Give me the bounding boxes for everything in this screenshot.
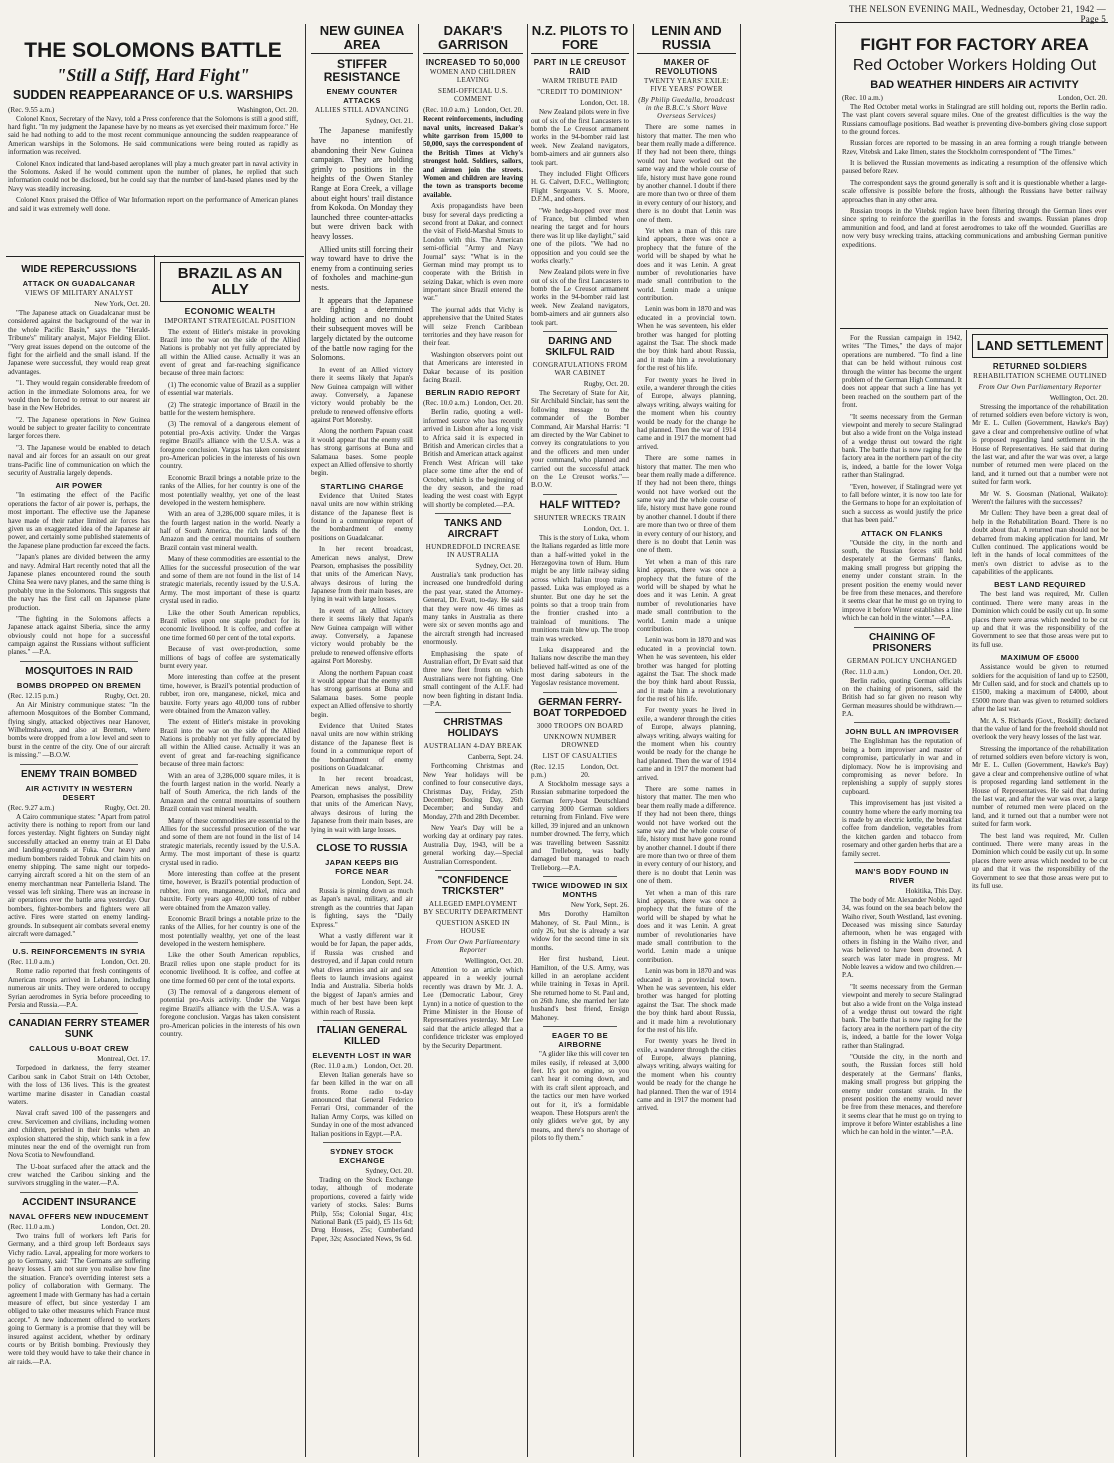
paragraph: In her recent broadcast, American news analyst, Drew Pearson, emphasises the possibility that units of the American Navy, always desirous of luring the Japanese from their main bases, are lying in wait with large losses.: [311, 775, 413, 834]
subhead: WARM TRIBUTE PAID: [542, 77, 618, 86]
paragraph: Yet when a man of this rare kind appears, there was once a prophecy that the future of the world will be shaped by what he does and it was Lenin. A great number of revolutionaries have made small contribution to the world. Lenin made a unique contribution.: [637, 888, 736, 964]
headline: TWICE WIDOWED IN SIX MONTHS: [532, 881, 628, 900]
subhead: SHUNTER WRECKS TRAIN: [533, 513, 627, 522]
paragraph: The Englishman has the reputation of being a born improviser and master of compromise, particularly in war and in diplomacy. Now he is improvising and compromising as never before. In replenishing a supply of supply stores cupboard.: [842, 737, 962, 796]
dakar-column: [423, 24, 523, 1457]
headline: BRAZIL AS AN ALLY: [160, 262, 300, 302]
paragraph: "Japan's planes are divided between the army and navy. Admiral Hart recently noted that all the Japanese planes encountered round the south China Sea were navy planes, and the same thing is probably true in the Solomons. This suggests that the navy has the first call on Japanese plane production.: [8, 553, 150, 612]
paragraph: In event of an Allied victory there it seems likely that Japan's New Guinea campaign will wither away. Conversely, a Japanese victory would probably be the prelude to renewed offensive efforts against Port Moresby.: [311, 365, 413, 425]
lenin-column: [637, 24, 736, 1457]
subhead: INCREASED TO 50,000: [425, 58, 521, 68]
dateline: Wellington, Oct. 20.: [464, 957, 523, 966]
dateline: London, Oct. 20.: [1058, 93, 1107, 102]
paragraph: Her first husband, Lieut. Hamilton, of the U.S. Army, was killed in an aeroplane accident while training in Texas in April. She returned home to St. Paul and, on 26th June, she married her late husband's best friend, Ensign Mahoney.: [531, 955, 629, 1022]
column-rule: [835, 24, 836, 1457]
paragraph: Washington observers point out that Americans are interested in Dakar because of its position facing Brazil.: [423, 350, 523, 384]
paragraph: A Cairo communique states: "Apart from patrol activity there is nothing to report from our land forces yesterday. Night fighters on Sunday night successfully attacked an enemy train at El Daba and landing-grounds at Fuka. Our heavy and medium bombers raided Tobruk and claim hits on enemy shipping. The same night our torpedo-carrying aircraft scored a hit on the stern of an enemy merchantman near Pantelleria Island. The vessel was left sinking. There was an increase in air operations over the battle area yesterday. Our bombers, fighter-bombers and fighters were all active. Fires were started on enemy landing-grounds. In subsequent air combats several enemy aircraft were damaged.": [8, 812, 150, 939]
dateline: Sydney, Oct. 20.: [475, 562, 523, 571]
paragraph: More interesting than coffee at the present time, however, is Brazil's potential production of rubber, iron ore, manganese, nickel, mica and bauxite. Forty years ago 40,000 tons of rubber were obtained from the Amazon valley.: [160, 673, 300, 715]
headline: ITALIAN GENERAL KILLED: [316, 1024, 408, 1047]
paragraph: Naval craft saved 100 of the passengers and crew. Servicemen and civilians, including women and children, perished in their bunks when an explosion shattered the ship, which sank in a few minutes near the end of the overnight run from Nova Scotia to Newfoundland.: [8, 1109, 150, 1160]
subhead: CONGRATULATIONS FROM WAR CABINET: [532, 361, 628, 378]
paragraph: Stressing the importance of the rehabilitation of returned soldiers even before victory is won, Mr E. L. Cullen (Government, Hawke's Bay) gave a clear and comprehensive outline of what is proposed regarding land settlement in the House of Representatives. He said that during the last war, and after the war was over, a large number of returned men were placed on the land, and it turned out that a number were not suited for farm work.: [972, 744, 1108, 829]
headline: WIDE REPERCUSSIONS: [21, 264, 137, 275]
headline: CHRISTMAS HOLIDAYS: [443, 717, 503, 740]
subhead: "CREDIT TO DOMINION": [537, 88, 623, 97]
paragraph: Australia's tank production has increased one hundredfold during the past year, stated the Attorney-General, Dr. Evatt, to-day. He said that they were now 46 times as many tanks in Australia as there were six or seven months ago and the aircraft strength had increased enormously.: [423, 571, 523, 647]
column-rule: [305, 24, 306, 1457]
dateline: Montreal, Oct. 17.: [97, 1055, 150, 1064]
paragraph: Attention to an article which appeared in a weekly journal recently was drawn by Mr. J. A. Lee (Democratic Labour, Grey Lynn) in a notice of question to the Prime Minister in the House of Representatives yesterday. Mr Lee said that the article alleged that a confidence trickster was employed by the Security Department.: [423, 966, 523, 1050]
paragraph: "It seems necessary from the German viewpoint and merely to secure Stalingrad but also a wide front on the Volga instead of a wedge thrust out toward the right bank. The battle that is now raging for the factory area in the northern part of the city is, indeed, a battle for the lower Volga rather than Stalingrad.: [842, 982, 962, 1050]
paragraph: For the Russian campaign in 1942, writes "The Times," the days of major operations are numbered. "To find a line that can be held without ruinous cost through the winter has become the urgent problem of the German High Command. It does not appear that such a line has yet been reached on the southern part of the front.: [842, 334, 962, 410]
paragraph: The Secretary of State for Air, Sir Archibald Sinclair, has sent the following message to the commander of the Bomber Command, Air Marshal Harris: "I am directed by the War Cabinet to convey its congratulations to you and the officers and men under your command, who planned and carried out the successful attack on the Le Creusot works."—B.O.W.: [531, 389, 629, 490]
paragraph: "2. The Japanese operations in New Guinea would be subject to greater facility to concentrate larger forces there.: [8, 415, 150, 441]
column-rule: [740, 24, 741, 1457]
paragraph: The best land was required, Mr. Cullen continued. There were many areas in the Dominion which could be easily cut up. In some places there were areas which needed to be cut up and that it was the responsibility of the Government to see that those areas were put to its full use.: [972, 590, 1108, 649]
paragraph: "A glider like this will cover ten miles easily, if released at 3,000 feet. It's got no engine, so you can't hear it coming down, and with its craft silent approach, and the tactics our men have worked out for it, it's a formidable weapon. These Hotspurs aren't the only gliders we've got, by any means, and there's no shortage of pilots to fly them.": [531, 1050, 629, 1143]
paragraph: Economic Brazil brings a notable prize to the ranks of the Allies, for her country is one of the most potentially wealthy, yet one of the least developed in the western hemisphere.: [160, 473, 300, 507]
headline: HALF WITTED?: [539, 498, 621, 511]
headline: "CONFIDENCE TRICKSTER": [437, 875, 509, 898]
paragraph: Lenin was born in 1870 and was educated in a provincial town. When he was seventeen, his elder brother was hanged for plotting against the Tsar. The shock made the boy think hard about Russia, and it made him a revolutionary for the rest of his life.: [637, 636, 736, 704]
paragraph: Lenin was born in 1870 and was educated in a provincial town. When he was seventeen, his elder brother was hanged for plotting against the Tsar. The shock made the boy think hard about Russia, and it made him a revolutionary for the rest of his life.: [637, 305, 736, 373]
subhead: QUESTION ASKED IN HOUSE: [436, 919, 510, 936]
headline: MAN'S BODY FOUND IN RIVER: [855, 866, 949, 885]
paragraph: It is believed the Russian movements as indicating a resumption of the offensive which paused before Rzev.: [842, 159, 1107, 176]
subhead: VIEWS OF MILITARY ANALYST: [24, 289, 134, 297]
header-rule: [835, 22, 1108, 23]
headline: EAGER TO BE AIRBORNE: [552, 1031, 608, 1050]
subhead: MAKER OF REVOLUTIONS: [655, 58, 718, 77]
subhead: ALLEGED EMPLOYMENT BY SECURITY DEPARTMENT: [423, 900, 523, 917]
paragraph: For twenty years he lived in exile, a wanderer through the cities of Europe, always planning, always writing, always waiting for the moment when his country would be ready for the change he had planned. Then the war of 1914 came and in 1917 the moment had arrived.: [637, 1037, 736, 1113]
headline: CHAINING OF PRISONERS: [868, 631, 936, 654]
dateline: London, Oct. 20.: [101, 958, 150, 967]
subhead: STARTLING CHARGE: [320, 481, 404, 491]
masthead: THE NELSON EVENING MAIL, Wednesday, October 21, 1942 — Page 5: [848, 4, 1106, 24]
rec-time: (Rec. 12.15 p.m.): [8, 691, 59, 700]
subhead: TWENTY YEARS' EXILE: FIVE YEARS' POWER: [644, 77, 729, 94]
paragraph: Russian troops in the Vitebsk region have been filtering through the German lines ever since spring to reinforce the guerillas in the forests and swamps. Russian planes drop ammunition and food, and land at forest aerodromes to take off the wounded. Guerillas are now very busy wrecking trains, attacking communications and ambushing German punitive expeditions.: [842, 207, 1107, 249]
dateline: London, Oct. 20.: [913, 667, 962, 676]
subhead: AIR POWER: [55, 481, 103, 491]
paragraph: Along the northern Papuan coast it would appear that the enemy still has strong garrisons at Buna and Salamaua bases. Some people expect an Allied offensive to shortly begin.: [311, 427, 413, 478]
rec-time: (Rec. 11.0 a.m.): [8, 1222, 55, 1231]
paragraph: They included Flight Officers H. G. Calvert, D.F.C., Wellington; Flight Sergeants V. S. Moore, D.F.M., and others.: [531, 170, 629, 204]
paragraph: The best land was required, Mr. Cullen continued. There were many areas in the Dominion which could be easily cut up. In some places there were areas which needed to be cut up and that it was the responsibility of the Government to see that those areas were put to its full use.: [972, 831, 1108, 890]
dateline: Sydney, Oct. 21.: [365, 117, 413, 126]
headline: DAKAR'S GARRISON: [423, 24, 523, 54]
rec-time: (Rec. 9.55 a.m.): [8, 105, 55, 114]
paragraph: Yet when a man of this rare kind appears, there was once a prophecy that the future of the world will be shaped by what he does and it was Lenin. A great number of revolutionaries have made small contribution to the world. Lenin made a unique contribution.: [637, 557, 736, 633]
dateline: London, Oct. 20.: [364, 1061, 413, 1070]
paragraph: "The fighting in the Solomons affects a Japanese attack against Siberia, since the army obviously could not hope for a successful campaign against the Russians without sufficient planes." —P.A.: [8, 614, 150, 657]
subhead: SUDDEN REAPPEARANCE OF U.S. WARSHIPS: [13, 87, 293, 102]
headline: ACCIDENT INSURANCE: [22, 1196, 136, 1208]
subhead: SEMI-OFFICIAL U.S. COMMENT: [438, 87, 508, 104]
paragraph: For twenty years he lived in exile, a wanderer through the cities of Europe, always planning, always writing, always waiting for the moment when his country would be ready for the change he had planned. Then the war of 1914 came and in 1917 the moment had arrived.: [637, 375, 736, 451]
section-rule: [6, 256, 304, 257]
dateline: London, Oct. 20.: [474, 399, 523, 408]
paragraph: There are some names in history that matter. The men who bear them really made a difference. If they had not been there, things would not have worked out the same way and the whole course of life, history must have gone round by another channel. I doubt if there are more than two or three of them in every century of our history, and there is no doubt that Lenin was one of them.: [637, 784, 736, 886]
dateline: Sydney, Oct. 20.: [365, 1167, 413, 1176]
paragraph: Along the northern Papuan coast it would appear that the enemy still has strong garrisons at Buna and Salamaua bases. Some people expect an Allied offensive to shortly begin.: [311, 668, 413, 719]
paragraph: A Stockholm message says a Russian submarine torpedoed the German ferry-boat Deutschland carrying 3000 German soldiers returning from Finland. Five were killed, 39 injured and an unknown number drowned. The ferry, which was travelling between Sassnitz and Trelleborg, was badly damaged but managed to reach Trelleborg.—P.A.: [531, 779, 629, 872]
lead-paragraph: Recent reinforcements, including naval units, increased Dakar's white garrison from 15,000 to 50,000, says the correspondent of the British Times at Vichy's strongest hold. Soldiers, sailors, and airmen join the streets. Women and children are leaving the town as transports become available.: [423, 115, 523, 199]
paragraph: (3) The removal of a dangerous element of potential pro-Axis activity. Under the Vargas regime Brazil's alliance with the U.S.A. was a foregone conclusion. Vargas has taken consistent pro-American policies in the interests of his own country.: [160, 988, 300, 1038]
subhead: AUSTRALIAN 4-DAY BREAK: [423, 742, 523, 751]
paragraph: (3) The removal of a dangerous element of potential pro-Axis activity. Under the Vargas regime Brazil's alliance with the U.S.A. was a foregone conclusion. Vargas has taken consistent pro-American policies in the interests of his own country.: [160, 420, 300, 471]
new-guinea-column: [311, 24, 413, 1457]
paragraph: Colonel Knox indicated that land-based aeroplanes will play a much greater part in naval activity in the Solomons. Asked if he would comment upon the number of planes, he replied that such information could not be disclosed, but he could say that the number of land-based planes used by the Navy was steadily increasing.: [8, 159, 298, 193]
dateline: London, Oct. 20.: [580, 762, 619, 779]
subhead: RETURNED SOLDIERS: [992, 361, 1088, 371]
kicker: "Still a Stiff, Hard Fight": [56, 65, 250, 86]
headline: U.S. REINFORCEMENTS IN SYRIA: [12, 947, 146, 957]
dateline: New York, Sept. 26.: [570, 901, 629, 910]
column-7: [842, 334, 962, 1457]
paragraph: Colonel Knox praised the Office of War Information report on the performance of American planes and said it was extremely well done.: [8, 196, 298, 213]
subhead: LIST OF CASUALTIES: [542, 751, 618, 760]
paragraph: The Red October metal works in Stalingrad are still holding out, reports the Berlin radio. The vast plant covers several square miles. One of the greatest difficulties is the way the Russians camouflage positions. Bad weather is preventing dive-bombers giving close support to the ground forces.: [842, 102, 1107, 136]
dateline: Rugby, Oct. 20.: [583, 380, 629, 389]
subhead: IMPORTANT STRATEGICAL POSITION: [164, 316, 296, 325]
paragraph: It appears that the Japanese are fighting a determined holding action and no doubt their subsequent moves will be largely dictated by the outcome of the battle now raging for the Solomons.: [311, 295, 413, 363]
paragraph: New Zealand pilots were in five out of six of the first Lancasters to bomb the Le Creusot armament works in the 94-bomber raid last week. New Zealand navigators, bomb-aimers and air gunners also took part.: [531, 268, 629, 327]
rec-time: (Rec. 10.0 a.m.): [423, 106, 470, 115]
rec-time: (Rec. 9.27 a.m.): [8, 803, 55, 812]
subhead: BERLIN RADIO REPORT: [425, 388, 521, 398]
paragraph: Berlin radio, quoting German officials on the chaining of prisoners, said the British had so far given no reason why German measures should be withdrawn.—P.A.: [842, 676, 962, 719]
paragraph: "Outside the city, in the north and south, the Russian forces still hold desperately at the Germans' flanks, making small progress but gripping the enemy under constant strain. In the present position the enemy would never be free from these menaces, and therefore it seems clear that he must go on trying to improve it before Winter establishes a line which he can hold in the winter."—P.A.: [842, 538, 962, 623]
paragraph: Mr. A. S. Richards (Govt., Roskill): declared that the value of land for the freehold should not overlook the very heavy losses of the last war.: [972, 716, 1108, 742]
paragraph: Luka disappeared and the Italians now describe the man they believed half-witted as one of the most daring saboteurs in the Yugoslav resistance movement.: [531, 645, 629, 688]
column-1: [8, 262, 150, 1457]
paragraph: New Zealand pilots were in five out of six of the first Lancasters to bomb the Le Creusot armament works in the 94-bomber raid last week. New Zealand navigators, bomb-aimers and air gunners also took part.: [531, 108, 629, 167]
land-settlement-column: [972, 334, 1108, 1457]
paragraph: Colonel Knox, Secretary of the Navy, told a Press conference that the Solomons is still a good stiff, hard fight. "In my judgment the Japanese have by no means as yet exercised their maximum force." He said he had nothing to add to the most recent communique announcing the sudden reappearance of American warships in the Solomons. He said communications were being routed as rapidly as information was received.: [8, 114, 298, 157]
dateline: London, Oct. 20.: [101, 1222, 150, 1231]
subhead: GERMAN POLICY UNCHANGED: [846, 656, 958, 665]
subhead: ALLIES STILL ADVANCING: [314, 106, 410, 115]
paragraph: Trading on the Stock Exchange today, although of moderate proportions, covered a fairly wide variety of stocks. Sales: Burns Philp, 55s; Colonial Sugar, 41s; National Bank (£5 paid), £5 11s 6d; Drug Houses, 25s; Cumberland Paper, 32s; Associated News, 9s 6d.: [311, 1176, 413, 1243]
paragraph: What a vastly different war it would be for Japan, the paper adds, if Russia was crushed and destroyed, and if Japan could return what dives armies and air and sea fleets to launch invasions against India and Australia. Siberia holds the biggest of Japan's armies and much of her best have been kept within reach of Russia.: [311, 931, 413, 1016]
headline: TANKS AND AIRCRAFT: [444, 518, 502, 541]
subhead: NAVAL OFFERS NEW INDUCEMENT: [9, 1211, 149, 1221]
headline: FIGHT FOR FACTORY AREA: [860, 35, 1089, 54]
paragraph: Assistance would be given to returned soldiers for the acquisition of land up to £2500, Mr Cullen said, and for stock and chattels up to £1500, making a maximum of £4000, about £5000 more than was given to returned soldiers after the last war.: [972, 663, 1108, 714]
subhead: UNKNOWN NUMBER DROWNED: [543, 732, 617, 749]
paragraph: There are some names in history that matter. The men who bear them really made a difference. If they had not been there, things would not have worked out the same way and the whole course of life, history must have gone round by another channel. I doubt if there are more than two or three of them in every century of our history, and there is no doubt that Lenin was one of them.: [637, 123, 736, 224]
paragraph: Mr W. S. Goosman (National, Waikato): Weren't the failures with the successes?: [972, 489, 1108, 506]
paragraph: Axis propagandists have been busy for several days predicting a second front at Dakar, and connect the visit of Field-Marshal Smuts to London with this. The American semi-official "Army and Navy Journal" says: "What is in the German mind may prompt us to cooperate with the British in seizing Dakar, which is even more important since Brazil entered the war.": [423, 202, 523, 303]
paragraph: (2) The strategic importance of Brazil in the battle for the western hemisphere.: [160, 400, 300, 418]
paragraph: More interesting than coffee at the present time, however, is Brazil's potential production of rubber, iron ore, manganese, nickel, mica and bauxite. Forty years ago 40,000 tons of rubber were obtained from the Amazon valley.: [160, 869, 300, 912]
dateline: Rugby, Oct. 20.: [104, 803, 150, 812]
paragraph: Because of vast over-production, some millions of bags of coffee are systematically burnt every year.: [160, 645, 300, 670]
paragraph: The correspondent says the ground generally is soft and it is questionable whether a large-scale offensive is possible before the frosts, although the Russians have better railway approaches than in any other area.: [842, 178, 1107, 204]
headline: N.Z. PILOTS TO FORE: [531, 24, 629, 54]
headline: Red October Workers Holding Out: [852, 56, 1097, 74]
brazil-article: [160, 262, 300, 1457]
headline: STIFFER RESISTANCE: [323, 57, 401, 84]
paragraph: Allied units still forcing their way toward have to drive the enemy from a continuing series of foxholes and machine-gun nests.: [311, 244, 413, 292]
paragraph: Yet when a man of this rare kind appears, there was once a prophecy that the future of the world will be shaped by what he does and it was Lenin. A great number of revolutionaries have made small contribution to the world. Lenin made a unique contribution.: [637, 226, 736, 303]
column-rule: [633, 24, 634, 1457]
paragraph: The extent of Hitler's mistake in provoking Brazil into the war on the side of the Allied Nations is probably not yet fully appreciated by all within the Allied cause. Actually it was an event of great and far-reaching significance because of three main factors:: [160, 327, 300, 378]
paragraph: The U-boat surfaced after the attack and the crew watched the Caribou sinking and the survivors struggling in the water.—P.A.: [8, 1162, 150, 1188]
dateline: Canberra, Sept. 24.: [467, 753, 523, 762]
headline: DARING AND SKILFUL RAID: [545, 336, 615, 359]
dateline: London, Oct. 1.: [583, 524, 629, 533]
paragraph: Like the other South American republics, Brazil relies upon one staple product for its economic livelihood. It is coffee, and coffee at one time formed 60 per cent of the total exports.: [160, 951, 300, 985]
headline: THE SOLOMONS BATTLE: [24, 39, 282, 62]
paragraph: Stressing the importance of the rehabilitation of returned soldiers even before victory is won, Mr E. L. Cullen (Government, Hawke's Bay) gave a clear and comprehensive outline of what is proposed regarding land settlement in the House of Representatives. He said that during the last war, and after the war was over, a large number of returned men were placed on the land, and it turned out that a number were not suited for farm work.: [972, 402, 1108, 487]
rec-time: (Rec. 11.0 a.m.): [311, 1061, 358, 1070]
paragraph: Torpedoed in darkness, the ferry steamer Caribou sank in Cabot Strait on 14th October, with the loss of 136 lives. This is the greatest wartime marine disaster in Canadian coastal waters.: [8, 1064, 150, 1106]
paragraph: "In estimating the effect of the Pacific operations the factor of air power is, perhaps, the most important. The effective use the Japanese have made of their rather limited air forces has given us an exaggerated idea of the Japanese air power, and certainly some published statements of the Japanese plane production far exceed the facts.: [8, 491, 150, 550]
rec-time: (Rec. 10.0 a.m.): [423, 399, 470, 408]
subhead: ATTACK ON FLANKS: [861, 528, 943, 538]
paragraph: Lenin was born in 1870 and was educated in a provincial town. When he was seventeen, his elder brother was hanged for plotting against the Tsar. The shock made the boy think hard about Russia, and it made him a revolutionary for the rest of his life.: [637, 967, 736, 1034]
column-rule: [966, 330, 967, 1457]
paragraph: The extent of Hitler's mistake in provoking Brazil into the war on the side of the Allied Nations is probably not yet fully appreciated by all within the Allied cause. Actually it was an event of great and far-reaching significance because of three main factors:: [160, 718, 300, 769]
paragraph: Many of these commodities are essential to the Allies for the successful prosecution of the war and some of them are not found in the list of 14 strategic materials, recently issued by the U.S.A. Army. The most important of these is quartz crystal used in radio.: [160, 816, 300, 867]
nz-pilots-column: [531, 24, 629, 1457]
subhead: MAXIMUM OF £5000: [1000, 653, 1080, 663]
paragraph: This is the story of Luka, whom the Italians regarded as little more than a half-witted yokel in the Herzegovina town of Hum. Hum might be any little railway siding across which Italian troop trains passed. Luka was employed as a shunter. But one day he set the points so that a troop train from the frontier crashed into a trainload of munitions. The munitions train blew up. The troop train was wrecked.: [531, 533, 629, 643]
subhead: ATTACK ON GUADALCANAR: [22, 279, 136, 288]
dateline: Washington, Oct. 20.: [237, 105, 298, 114]
dateline: London, Sept. 24.: [361, 878, 413, 887]
paragraph: Two trains full of workers left Paris for Germany, and a third group left Bordeaux says Vichy radio. Laval, appealing for more workers to go to Germany, said: "The Germans are suffering heavy losses. I am not sure you realise how fine the situation. France's overriding interest sets a policy of collaboration with Germany. The agreement I made with Germany has had a certain measure of effect, but since yesterday I am obliged to take other measures which France must accept." A new inducement offered to workers going to Germany is a promise that they will be insured against accident, whether by ordinary courts or by British bombing. Previously they were told they would have to take their chance in air raids.—P.A.: [8, 1231, 150, 1366]
rec-time: (Rec. 12.15 p.m.): [531, 762, 565, 779]
paragraph: Forthcoming Christmas and New Year holidays will be confined to four consecutive days, Christmas Day, Friday, 25th December; Boxing Day, 26th December; and Sunday and Monday, 27th and 28th December.: [423, 762, 523, 821]
subhead: ENEMY COUNTER ATTACKS: [326, 87, 398, 106]
column-rule: [527, 24, 528, 1457]
paragraph: In event of an Allied victory there it seems likely that Japan's New Guinea campaign will wither away. Conversely, a Japanese victory would probably be the prelude to renewed offensive efforts against Port Moresby.: [311, 606, 413, 666]
paragraph: New Year's Day will be a working day at ordinary pay rates. Australia Day, 1943, will be a general working day.—Special Australian Correspondent.: [423, 824, 523, 866]
paragraph: Like the other South American republics, Brazil relies upon one staple product for its economic livelihood. It is coffee, and coffee at one time formed 60 per cent of the total exports.: [160, 608, 300, 642]
paragraph: The Japanese manifestly have no intention of abandoning their New Guinea campaign. They are holding grimly to positions in the heights of the Owen Stanley Range at Eora Creek, a village about eight hours' trail distance from Kokoda. On Monday they launched three counter-attacks but were driven back with heavy losses.: [311, 126, 413, 241]
headline: NEW GUINEA AREA: [311, 24, 413, 54]
column-rule: [154, 255, 155, 1457]
byline: From Our Own Parliamentary Reporter: [426, 938, 520, 955]
rec-time: (Rec. 11.0 a.m.): [842, 667, 889, 676]
subhead: ELEVENTH LOST IN WAR: [312, 1050, 412, 1060]
paragraph: "Even, however, if Stalingrad were yet to fall before winter, it is now too late for the Germans to hope for an exploitation of such a success as would justify the price that has been paid.": [842, 482, 962, 525]
rec-time: (Rec. 11.0 a.m.): [8, 958, 55, 967]
headline: LENIN AND RUSSIA: [637, 24, 736, 54]
headline: CLOSE TO RUSSIA: [316, 843, 408, 855]
paragraph: There are some names in history that matter. The men who bear them really made a difference. If they had not been there, things would not have worked out the same way and the whole course of life, history must have gone round by another channel. I doubt if there are more than two or three of them in every century of our history, and there is no doubt that Lenin was one of them.: [637, 454, 736, 555]
paragraph: Russia is pinning down as much as Japan's naval, military, and air strength as the countries that Japan is fighting, says the "Daily Express.": [311, 887, 413, 929]
paragraph: The journal adds that Vichy is apprehensive that the United States will seize French Caribbean territories and they have reason for their fear.: [423, 305, 523, 348]
paragraph: Many of these commodities are essential to the Allies for the successful prosecution of the war and some of them are not found in the list of 14 strategic materials, recently issued by the U.S.A. Army. The most important of these is quartz crystal used in radio.: [160, 555, 300, 606]
paragraph: Mrs Dorothy Hamilton Mahoney, of St. Paul Minn., is only 26, but she is already a war widow for the second time in six months.: [531, 910, 629, 952]
headline: MOSQUITOES IN RAID: [25, 665, 133, 677]
dateline: Hokitika, This Day.: [905, 886, 962, 895]
subhead: BEST LAND REQUIRED: [994, 580, 1086, 590]
subhead: BAD WEATHER HINDERS AIR ACTIVITY: [870, 78, 1079, 91]
dateline: Wellington, Oct. 20.: [1049, 393, 1108, 402]
paragraph: "We hedge-hopped over most of France, but climbed when nearing the target and for hours there was lit up like daylight," said one of the pilots. "We had no opposition and you could see the works clearly.": [531, 206, 629, 265]
paragraph: The body of Mr. Alexander Noble, aged 34, was found on the sea beach below the Waiho river, South Westland, last evening. Deceased was missing since Saturday afternoon, when he was engaged with others in fishing in the Waiho river, and was believed to have been drowned. A search was later made in progress. Mr Noble leaves a widow and two children.—P.A.: [842, 895, 962, 980]
paragraph: Mr Cullen: They have been a great deal of help in the Rehabilitation Board. There is no doubt about that. A returned man should not be debarred from making application for land, Mr Cullen continued. The applications would be left in the hands of local committees of the men's own district to advise as to the capabilities of the applicants.: [972, 509, 1108, 577]
headline: LAND SETTLEMENT: [972, 334, 1108, 358]
paragraph: "It seems necessary from the German viewpoint and merely to secure Stalingrad but also a wide front on the Volga instead of a wedge thrust out toward the right bank. The battle that is now raging for the factory area in the northern part of the city is, indeed, a battle for the lower Volga rather than Stalingrad.: [842, 412, 962, 480]
subhead: HUNDREDFOLD INCREASE IN AUSTRALIA: [425, 543, 521, 560]
byline: (By Philip Guedalla, broadcast in the B.B.C.'s Short Wave Overseas Services): [638, 96, 735, 121]
dateline: New York, Oct. 20.: [94, 300, 150, 308]
paragraph: Berlin radio, quoting a well-informed source who has recently arrived in Lisbon after a long visit to Africa said it is expected in British and American circles that a British and American attack against French West African will take place some time after the end of October, which is the beginning of the dry season, and the road leading the west coast with Egypt will shortly be completed.—P.A.: [423, 408, 523, 509]
paragraph: Evidence that United States naval units are now within striking distance of the Japanese fleet is found in a communique report of the bombardment of enemy positions on Guadalcanar.: [311, 491, 413, 542]
headline: ENEMY TRAIN BOMBED: [21, 768, 137, 780]
paragraph: Rome radio reported that fresh contingents of American troops arrived in Lebanon, including numerous air units. They were ordered to occupy Syrian aerodromes in Syria before proceeding to Persia and Russia.—P.A.: [8, 967, 150, 1009]
paragraph: This improvisement has just visited a country home where the early morning tea is made by an electric kettle, the breakfast coffee from dandelion, vegetables from the kitchen garden and tobacco from rosemary and other garden herbs that are a family secret.: [842, 799, 962, 858]
dateline: Rugby, Oct. 20.: [104, 691, 150, 700]
solomons-article: [8, 24, 298, 216]
subhead: JAPAN KEEPS BIG FORCE NEAR: [325, 858, 399, 877]
subhead: WOMEN AND CHILDREN LEAVING: [429, 68, 517, 85]
paragraph: "The Japanese attack on Guadalcanar must be considered against the background of the war in the whole Pacific Basin," says the "Herald-Tribune's" military analyst, Major Fielding Eliot. "Very great issues depend on the outcome of the fight for the airfield and the small island. If the Japanese were successful, they would reap great advantages.: [8, 309, 150, 376]
paragraph: Emphasising the spate of Australian effort, Dr Evatt said that three new fleet fronts on which Australians were not fighting. One small contingent of the A.I.F. had now been fighting in distant India.—P.A.: [423, 649, 523, 708]
paragraph: Economic Brazil brings a notable prize to the ranks of the Allies, for her country is one of the most potentially wealthy, yet one of the least developed in the western hemisphere.: [160, 914, 300, 949]
subhead: ECONOMIC WEALTH: [184, 305, 276, 316]
subhead: REHABILITATION SCHEME OUTLINED: [973, 371, 1107, 380]
subhead: AIR ACTIVITY IN WESTERN DESERT: [25, 783, 133, 802]
subhead: 3000 TROOPS ON BOARD: [536, 721, 624, 730]
paragraph: "1. They would regain considerable freedom of action in the immediate Solomons area, for we would then be forced to retreat to our nearest air base in the New Hebrides.: [8, 379, 150, 413]
paragraph: With an area of 3,286,000 square miles, it is the fourth largest nation in the world. Nearly a half of South America, the rich lands of the Amazon and the central mountains of southern Brazil contain vast mineral wealth.: [160, 771, 300, 814]
paragraph: For twenty years he lived in exile, a wanderer through the cities of Europe, always planning, always writing, always waiting for the moment when his country would be ready for the change he had planned. Then the war of 1914 came and in 1917 the moment had arrived.: [637, 706, 736, 782]
paragraph: Russian forces are reported to be massing in an area forming a rough triangle between Rzev, Vitebsk and Lake Ilmen, states the Stockholm correspondent of "The Times.": [842, 139, 1107, 156]
dateline: London, Oct. 20.: [474, 106, 523, 115]
subhead: PART IN LE CREUSOT RAID: [533, 58, 627, 77]
paragraph: "Outside the city, in the north and south, the Russian forces still hold desperately at the Germans' flanks, making small progress but gripping the enemy under constant strain. In the present position the enemy would never be free from these menaces, and therefore it seems clear that he must go on trying to improve it before Winter establishes a line which he can hold in the winter."—P.A.: [842, 1052, 962, 1137]
paragraph: Evidence that United States naval units are now within striking distance of the Japanese fleet is found in a communique report of the bombardment of enemy positions on Guadalcanar.: [311, 721, 413, 772]
headline: GERMAN FERRY-BOAT TORPEDOED: [533, 696, 627, 719]
subhead: BOMBS DROPPED ON BREMEN: [16, 680, 142, 690]
subhead: CALLOUS U-BOAT CREW: [29, 1044, 129, 1054]
headline: SYDNEY STOCK EXCHANGE: [330, 1147, 394, 1166]
paragraph: "3. The Japanese would be enabled to detach naval and air forces for an assault on our great trans-Pacific line of communication on which the security of Australia largely depends.: [8, 443, 150, 478]
rec-time: (Rec. 10 a.m.): [842, 93, 883, 102]
headline: JOHN BULL AN IMPROVISER: [845, 727, 959, 737]
paragraph: An Air Ministry communique states: "In the afternoon Mosquitoes of the Bomber Command, flying singly, attacked objectives near Hanover, Wilhelmshaven, and also at Bremen, where bombs were dropped from a low level and seen to burst in the centre of the city. One of our aircraft is missing." —B.O.W.: [8, 700, 150, 760]
paragraph: In her recent broadcast, American news analyst, Drew Pearson, emphasises the possibility that units of the American Navy, always desirous of luring the Japanese from their main bases, are lying in wait with large losses.: [311, 545, 413, 604]
paragraph: With an area of 3,286,000 square miles, it is the fourth largest nation in the world. Nearly a half of South America, the rich lands of the Amazon and the central mountains of southern Brazil contain vast mineral wealth.: [160, 510, 300, 552]
factory-article: [842, 24, 1107, 324]
headline: CANADIAN FERRY STEAMER SUNK: [8, 1018, 150, 1041]
paragraph: Eleven Italian generals have so far been killed in the war on all fronts. Rome radio to-day announced that General Federico Ferrari Orsi, commander of the Italian Army Corps, was killed on Sunday in one of the most advanced Italian positions in Egypt.—P.A.: [311, 1070, 413, 1138]
dateline: London, Oct. 18.: [580, 99, 629, 108]
section-rule: [840, 328, 1108, 329]
byline: From Our Own Parliamentary Reporter: [978, 382, 1102, 391]
paragraph: (1) The economic value of Brazil as a supplier of essential war materials.: [160, 380, 300, 398]
column-rule: [418, 24, 419, 1457]
